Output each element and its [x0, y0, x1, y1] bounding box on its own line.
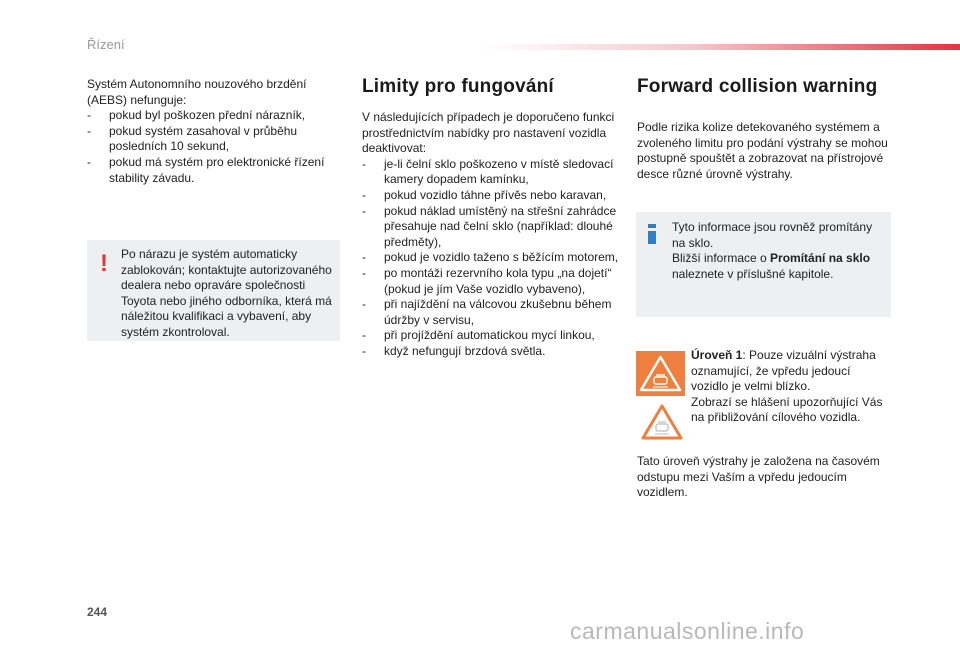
info-icon	[648, 224, 656, 244]
limits-list	[362, 157, 620, 360]
collision-warning-filled-icon	[636, 351, 685, 396]
level-timing-note: Tato úroveň výstrahy je založena na časovém odstupu mezi Vaším a vpředu jedoucím vozidlem.	[637, 454, 880, 500]
aebs-intro: Systém Autonomního nouzového brzdění (AEBS) nefunguje:	[87, 77, 307, 107]
page-number: 244	[87, 605, 108, 619]
watermark: carmanualsonline.info	[570, 618, 805, 644]
limits-intro: V následujících případech je doporučeno funkci prostřednictvím nabídky pro nastavení vozidla deaktivovat:	[362, 110, 615, 156]
head-up-display-reference: Promítání na sklo	[770, 251, 871, 266]
warning-note-box	[87, 240, 340, 341]
list-item: - pokud má systém pro elektronické řízení stability závadu.	[87, 155, 342, 186]
level-1-description: Úroveň 1: Pouze vizuální výstraha oznamující, že vpředu jedoucí vozidlo je velmi blízko. Zobrazí se hlášení upozorňující Vás na přibližování cílového vozidla.	[691, 348, 891, 426]
page-header-title: Řízení	[87, 37, 125, 52]
right-column	[637, 75, 895, 182]
info-note-line2: Bližší informace o Promítání na sklo naleznete v příslušné kapitole.	[672, 251, 871, 281]
list-item: - pokud vozidlo táhne přívěs nebo karavan,	[362, 188, 620, 204]
info-note-line1: Tyto informace jsou rovněž promítány na sklo.	[672, 220, 873, 250]
list-item: - při najíždění na válcovou zkušebnu během údržby v servisu,	[362, 297, 620, 328]
fcw-section-title: Forward collision warning	[637, 76, 878, 97]
left-column	[87, 77, 342, 186]
info-note-box	[636, 212, 891, 317]
collision-warning-outline-icon	[641, 404, 683, 440]
list-item: - při projíždění automatickou mycí linkou,	[362, 328, 620, 344]
list-item: - pokud náklad umístěný na střešní zahrádce přesahuje nad čelní sklo (například: dlouhé předměty),	[362, 204, 620, 251]
list-item: - po montáži rezervního kola typu „na dojetí“ (pokud je jím Vaše vozidlo vybaveno),	[362, 266, 620, 297]
fcw-intro: Podle rizika kolize detekovaného systémem a zvoleného limitu pro podání výstrahy se mohou postupně spouštět a zobrazovat na přístrojové desce různé úrovně výstrahy.	[637, 120, 888, 181]
list-item: - je-li čelní sklo poškozeno v místě sledovací kamery dopadem kamínku,	[362, 157, 620, 188]
level-1-label: Úroveň 1	[691, 348, 743, 362]
middle-column	[362, 75, 620, 360]
exclamation-icon: !	[100, 250, 108, 277]
level-1-message: Zobrazí se hlášení upozorňující Vás na přibližování cílového vozidla.	[691, 394, 883, 425]
header-accent-bar	[480, 44, 960, 50]
aebs-conditions-list	[87, 108, 342, 186]
list-item: - pokud systém zasahoval v průběhu posledních 10 sekund,	[87, 124, 342, 155]
list-item: - pokud byl poškozen přední nárazník,	[87, 108, 342, 124]
limits-section-title: Limity pro fungování	[362, 76, 554, 97]
warning-note-text: Po nárazu je systém automaticky zablokován; kontaktujte autorizovaného dealera nebo opravárе společnosti Toyota nebo jiného odborníka, která má náležitou kvalifikaci a vybavení, aby systém zkontroloval.	[121, 247, 332, 339]
list-item: - pokud je vozidlo taženo s běžícím motorem,	[362, 250, 620, 266]
list-item: - když nefungují brzdová světla.	[362, 344, 620, 360]
info-note-text	[672, 220, 886, 282]
